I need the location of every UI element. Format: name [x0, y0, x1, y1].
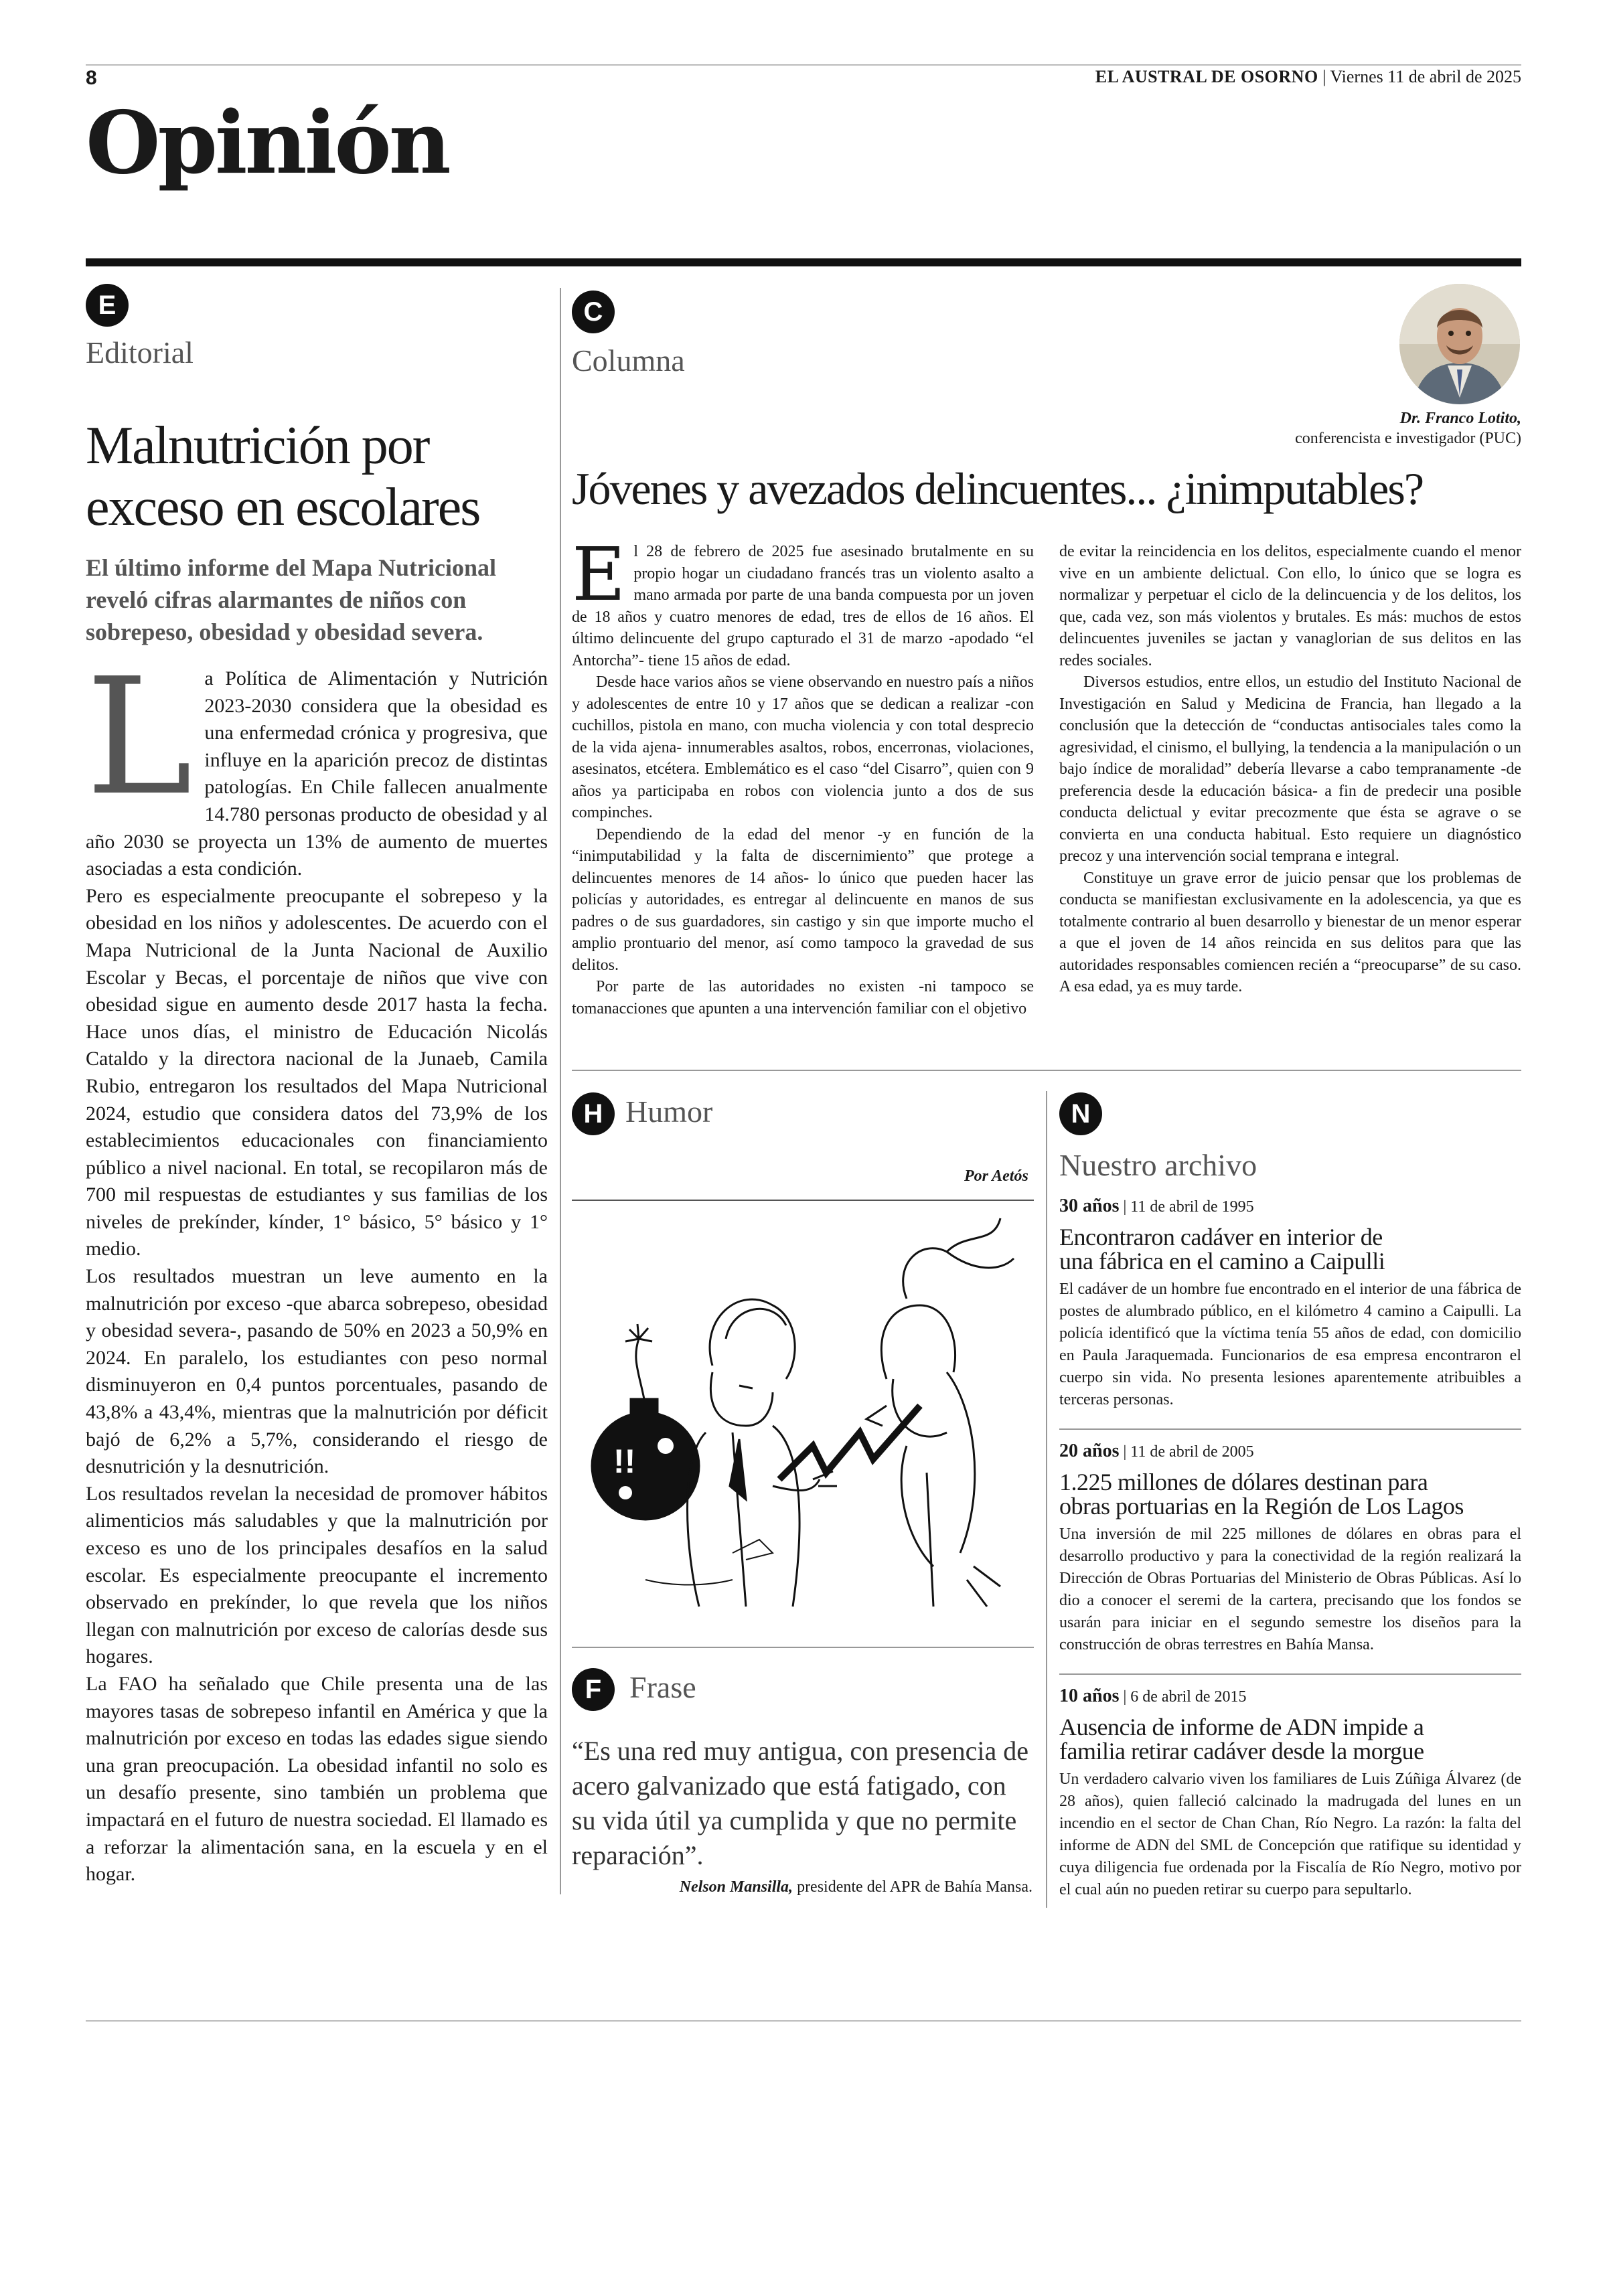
editorial-paragraph: Los resultados muestran un leve aumento en la malnutrición por exceso -que abarca sobrepeso, obesidad y obesidad severa-, pasando de 50% en 2023 a 50,9% en 2024. En paralelo, los estudiantes con peso normal disminuyeron en 0,4 puntos porcentuales, pasando de 43,8% a 43,4%, mientras que la malnutrición por déficit bajó de 6,2% a 5,7%, considerando el riesgo de desnutrición y la desnutrición.: [86, 1265, 548, 1478]
frase-quote: “Es una red muy antigua, con presencia de acero galvanizado que está fatigado, con su vida útil ya cumplida y que no permite reparación”.: [572, 1736, 1028, 1870]
archive-headline-line: obras portuarias en la Región de Los Lagos: [1059, 1493, 1464, 1520]
archive-item-meta: [1059, 1441, 1254, 1462]
column-paragraph: de evitar la reincidencia en los delitos, especialmente cuando el menor vive en un ambiente delictual. Con ello, lo único que se logra es normalizar y perpetuar el ciclo de la delincuencia y de los delitos, los que, cada vez, son más violentos y brutales. Es más: muchos de estos delincuentes juveniles se jactan y vanaglorian de sus delitos en las redes sociales.: [1059, 543, 1521, 669]
cartoon-drawing: [572, 1205, 1034, 1640]
column-paragraph: Constituye un grave error de juicio pensar que los problemas de conducta se manifiestan exclusivamente en la adolescencia, ya que es totalmente contrario al buen desarrollo y bienestar de un menor esperar a que el joven de 14 años reincida en sus delitos para que las autoridades responsables comiencen recién a “preocuparse” de su caso. A esa edad, ya es muy tarde.: [1059, 869, 1521, 995]
frase-badge: F: [572, 1668, 615, 1711]
issue-date: Viernes 11 de abril de 2025: [1330, 67, 1521, 86]
humor-badge: H: [572, 1092, 615, 1135]
column-body-right: [1059, 541, 1521, 998]
author-name: Dr. Franco Lotito,: [1399, 410, 1521, 427]
archive-date: | 11 de abril de 2005: [1119, 1443, 1254, 1461]
archive-headline: [1059, 1470, 1528, 1518]
author-photo: [1399, 284, 1520, 404]
archive-body: El cadáver de un hombre fue encontrado en el interior de una fábrica de postes de alumbrado público, en el kilómetro 4 camino a Caipulli. La policía identificó que la víctima tenía 55 años de edad, con domicilio en Paula Jaraquemada. Funcionarios de esa empresa encontraron el cuerpo sin vida. No presenta lesiones aparentemente atribuibles a terceras personas.: [1059, 1281, 1521, 1408]
editorial-dropcap: L: [86, 643, 193, 831]
archive-date: | 11 de abril de 1995: [1119, 1198, 1254, 1216]
archive-body: Un verdadero calvario viven los familiares de Luis Zúñiga Álvarez (de 28 años), quien falleció calcinado la madrugada del lunes en un incendio en el sector de Chan Chan, Río Negro. La razón: la falta del informe de ADN del SML de Concepción que ratifique su identidad y cuya diligencia fue ordenada por la Fiscalía de Río Negro, motivo por el cual aún no pueden retirar su cuerpo para sepultarlo.: [1059, 1771, 1521, 1898]
top-rule: [86, 64, 1521, 66]
archive-kicker: Nuestro archivo: [1059, 1148, 1257, 1182]
editorial-title: [86, 415, 548, 538]
editorial-paragraph: Pero es especialmente preocupante el sobrepeso y la obesidad en los niños y adolescentes. De acuerdo con el Mapa Nutricional de la Junta Nacional de Auxilio Escolar y Becas, el porcentaje de niños que vive con obesidad sigue en aumento desde 2017 hasta la fecha. Hace unos días, el ministro de Educación Nicolás Cataldo y la directora nacional de la Junaeb, Camila Rubio, entregaron los resultados del Mapa Nutricional 2024, estudio que considera datos del 73,9% de los establecimientos educacionales con financiamiento público a nivel nacional. En total, se recopilaron más de 700 mil respuestas de estudiantes y sus familias de los niveles de prekínder, kínder, 1° básico, 5° básico y 1° medio.: [86, 884, 548, 1260]
column-title: Jóvenes y avezados delincuentes... ¿inimputables?: [572, 463, 1423, 514]
frase-attribution: [680, 1878, 1032, 1896]
author-role: conferencista e investigador (PUC): [1295, 430, 1521, 447]
bottom-rule: [86, 2020, 1521, 2022]
column-badge: C: [572, 291, 615, 333]
frase-kicker: Frase: [629, 1670, 696, 1704]
archive-badge: N: [1059, 1092, 1102, 1135]
archive-divider: [1046, 1091, 1047, 1908]
archive-headline-line: una fábrica en el camino a Caipulli: [1059, 1248, 1385, 1275]
middle-rule: [572, 1070, 1521, 1071]
editorial-badge: E: [86, 284, 129, 327]
humor-bottom-rule: [572, 1647, 1034, 1648]
column-paragraph-text: l 28 de febrero de 2025 fue asesinado brutalmente en su propio hogar un ciudadano francés tras un violento asalto a mano armada por parte de una banda compuesta por un joven de 18 años y cuatro menores de edad, tres de ellos de 16 años. El último delincuente del grupo capturado el 31 de marzo -apodado “el Antorcha”- tiene 15 años de edad.: [572, 543, 1034, 669]
archive-item-meta: [1059, 1196, 1254, 1217]
svg-text:!!: !!: [613, 1443, 636, 1480]
paper-name: EL AUSTRAL DE OSORNO: [1095, 67, 1318, 86]
section-title: Opinión: [86, 93, 449, 193]
cartoon: [572, 1205, 1034, 1640]
column-paragraph: Diversos estudios, entre ellos, un estudio del Instituto Nacional de Investigación en Salud y Medicina de Francia, han llegado a la conclusión que la detección de “conductas antisociales tales como la agresividad, el cinismo, el bullying, la tendencia a la manipulación o un bajo índice de moralidad” debería llevarse a cabo tempranamente -de preferencia desde la educación básica- a fin de predecir una posible conducta delictual y evitar precozmente que ésta se agrave o se convierta en una conducta habitual. Esto requiere un diagnóstico precoz y una intervención social temprana e integral.: [1059, 673, 1521, 865]
editorial-body: [86, 643, 548, 1888]
archive-headline-line: familia retirar cadáver desde la morgue: [1059, 1738, 1424, 1765]
masthead: EL AUSTRAL DE OSORNO | Viernes 11 de abril de 2025: [1095, 67, 1521, 86]
column-paragraph: Desde hace varios años se viene observando en nuestro país a niños y adolescentes de entre 10 y 17 años que se dedican a realizar -con cuchillos, pistola en mano, con mucha violencia y con total desprecio de la vida ajena- innumerables asaltos, robos, encerronas, violaciones, asesinatos, etcétera. Emblemático es el caso “del Cisarro”, quien con 9 años ya participaba en robos con violencia junto a dos de sus compinches.: [572, 673, 1034, 821]
humor-credit: Por Aetós: [964, 1167, 1028, 1185]
humor-kicker: Humor: [625, 1094, 713, 1129]
archive-rule: [1059, 1673, 1521, 1675]
editorial-title-line: Malnutrición por: [86, 416, 429, 475]
archive-body: Una inversión de mil 225 millones de dólares en obras para el desarrollo productivo y para la conectividad de la región realizará la Dirección de Obras Portuarias del Ministerio de Obras Públicas. Así lo dio a conocer el seremi de la cartera, precisando que los fondos se usarán para iniciar en el segundo semestre los diseños para la construcción de obras terrestres en Bahía Mansa.: [1059, 1526, 1521, 1653]
archive-headline: [1059, 1715, 1528, 1763]
archive-date: | 6 de abril de 2015: [1119, 1688, 1247, 1706]
column-paragraph: [572, 531, 1034, 671]
archive-rule: [1059, 1428, 1521, 1430]
editorial-paragraph: a Política de Alimentación y Nutrición 2023-2030 considera que la obesidad es una enfermedad crónica y progresiva, que influye en la aparición precoz de distintas patologías. En Chile fallecen anualmente 14.780 personas producto de obesidad y al año 2030 se proyecta un 13% de aumento de muertes asociadas a esta condición.: [86, 667, 548, 880]
author-portrait-image: [1399, 284, 1520, 404]
archive-headline: [1059, 1225, 1528, 1273]
column-paragraph: Por parte de las autoridades no existen -ni tampoco se tomanacciones que apunten a una intervención familiar con el objetivo: [572, 978, 1034, 1017]
editorial-lead: El último informe del Mapa Nutricional reveló cifras alarmantes de niños con sobrepeso, obesidad y obesidad severa.: [86, 554, 496, 645]
editorial-paragraph: La FAO ha señalado que Chile presenta una de las mayores tasas de sobrepeso infantil en América y que la malnutrición por exceso en todas las edades sigue siendo una gran preocupación. La obesidad infantil no solo es un desafío presente, sino también un problema que impactará en el futuro de nuestra sociedad. El llamado es a reforzar la alimentación sana, en la escuela y en el hogar.: [86, 1672, 548, 1886]
frase-author: Nelson Mansilla,: [679, 1878, 793, 1896]
archive-headline-line: Ausencia de informe de ADN impide a: [1059, 1714, 1424, 1740]
archive-headline-line: Encontraron cadáver en interior de: [1059, 1224, 1383, 1250]
column-paragraph: Dependiendo de la edad del menor -y en función de la “inimputabilidad y la falta de discernimiento” que protege a delincuentes menores de 14 años- lo único que pueden hacer las policías y autoridades, es entregar al delincuente en manos de sus padres o de sus guardadores, sin castigo y sin que importe mucho el amplio prontuario del menor, así como tampoco la gravedad de sus delitos.: [572, 825, 1034, 974]
archive-headline-line: 1.225 millones de dólares destinan para: [1059, 1469, 1428, 1495]
humor-rule: [572, 1200, 1034, 1201]
editorial-title-line: exceso en escolares: [86, 478, 480, 537]
editorial-kicker: Editorial: [86, 335, 194, 370]
frase-author-role: presidente del APR de Bahía Mansa.: [793, 1878, 1032, 1896]
archive-years: 20 años: [1059, 1441, 1120, 1461]
section-rule: [86, 258, 1521, 266]
column-dropcap: E: [572, 531, 626, 617]
page-number: 8: [86, 67, 97, 89]
column-kicker: Columna: [572, 343, 685, 378]
column-body-left: [572, 531, 1034, 1019]
editorial-paragraph: Los resultados revelan la necesidad de promover hábitos alimenticios más saludables y que la malnutrición por exceso es uno de los principales desafíos en la salud escolar. Es especialmente preocupante el incremento observado en prekínder, lo que revela que los niños llegan con malnutrición por exceso de calorías desde sus hogares.: [86, 1482, 548, 1668]
archive-years: 30 años: [1059, 1196, 1120, 1216]
archive-years: 10 años: [1059, 1686, 1120, 1706]
column-divider: [560, 288, 561, 1894]
archive-item-meta: [1059, 1686, 1247, 1707]
